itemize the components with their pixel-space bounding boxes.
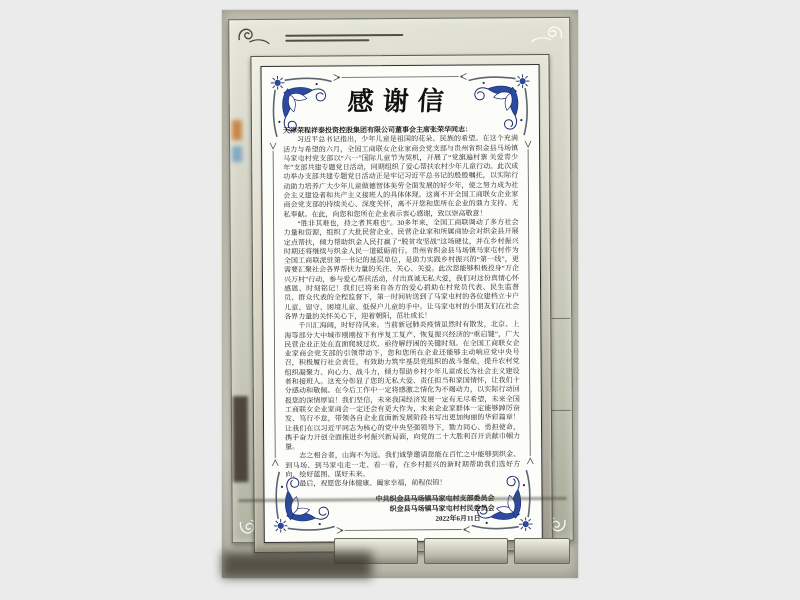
letter-content xyxy=(262,65,542,542)
letter-paragraph: 最后，祝愿您身体健康、阖家幸福，前程似锦！ xyxy=(299,478,447,488)
etched-swirl-icon xyxy=(235,24,275,50)
letter-paragraph: 千川汇海阔，时好待风来。当前新冠肺炎疫情虽然时有散发，北京、上海等部分大中城市刚刚按下有序复工复产、恢复振兴经济的“重启键”，广大民营企业正处在直面爬坡过坎、亟待解纾困的关键时刻。在全国工商联女企业家商会党支部的引领带动下，您和您所在企业还能够主动响应党中央号召，积极履行社会责任，有效助力筑牢基层党组织的战斗堡垒，提升农村党组织凝聚力、向心力、战斗力，倾力帮助乡村少年儿童成长为社会主义建设者和接班人。这充分彰显了您的无私大爱、责任担当和家国情怀，让我们十分感动和敬佩。在今后工作中一定将感激之情化为不竭动力，以实际行动回报您的深情厚谊！我们坚信，未来我国经济发展一定有无尽希望，未来全国工商联女企业家商会一定还会有更大作为，未来企业家群体一定能够踔厉奋发、笃行不怠，带领各自企业直面新发展阶段书写出更加绚丽的华彩篇章！让我们在以习近平同志为核心的党中央坚强领导下，勠力同心、勇担使命，携手奋力开创全面推进乡村振兴新局面，向党的二十大胜利召开贡献巾帼力量。 xyxy=(284,320,521,451)
glass-reflection xyxy=(233,396,249,482)
letter-paragraphs xyxy=(283,134,520,489)
frame-clip xyxy=(424,538,508,564)
letter-paragraph: 志之相合者，山海不为远。我们诚挚邀请您能在百忙之中能够到织金、到马场、到马家屯走一走、看一看，在乡村振兴的新时期帮助我们选好方向、绘好蓝图、谋好未来。 xyxy=(285,450,521,479)
glass-reflection xyxy=(232,146,242,162)
etched-line xyxy=(285,34,403,37)
letter-paper xyxy=(261,64,543,543)
framed-letter-photo xyxy=(222,10,578,578)
letter-salutation: 天津荣程祥泰投资控股集团有限公司董事会主席张荣华同志： xyxy=(282,125,472,135)
metal-bevel-frame xyxy=(250,54,552,553)
tile-reflection-line xyxy=(552,410,571,411)
glass-reflection xyxy=(232,120,242,140)
etched-swirl-icon xyxy=(525,22,565,48)
letter-date: 2022年6月11日 xyxy=(435,514,481,523)
signature-line: 织金县马场镇马家屯村村民委员会 xyxy=(389,503,495,513)
etched-line xyxy=(285,39,369,42)
tile-reflection-line xyxy=(551,318,570,319)
frame-clip xyxy=(514,538,570,564)
frame-shadow xyxy=(222,552,372,578)
letter-title: 感谢信 xyxy=(346,86,454,117)
letter-paragraph: 习近平总书记指出，少年儿童是祖国的花朵、民族的希望。在这个充满活力与希望的六月，全国工商联女企业家商会党支部与贵州省织金县马场镇马家屯村党支部以“六一”国际儿童节为契机，开展了“党旗遍村寨 关爱青少年”支部共建专题党日活动，同期组织了爱心帮扶农村少年儿童行动。此次成功举办支部共建专题党日活动正是牢记习近平总书记的殷殷嘱托，以实际行动助力培养广大少年儿童做德智体美劳全面发展的好少年，使之努力成为社会主义建设者和共产主义接班人的具体体现。这离不开全国工商联女企业家商会党支部的持续关心、深度关怀，离不开您和您所在企业的鼎力支持、无私奉献。在此，向您和您所在企业表示衷心感谢，致以崇高敬意！ xyxy=(283,134,519,219)
letter-body xyxy=(262,125,542,525)
glass-frame xyxy=(228,17,574,543)
letter-paragraph: “胜非其难也，持之者其难也”。30多年来，全国工商联调动了多方社会力量和资源，组织了大批民营企业、民营企业家和所属商协会对织金县开展定点帮扶，倾力帮助织金人民打赢了“脱贫攻坚战”这场硬仗，并在乡村振兴时期还将继续与织金人民一道砥砺前行。贵州省织金县马场镇马家屯村作为全国工商联派驻第一书记的基层单位，是助力实践乡村振兴的“第一线”，更需要汇聚社会各界帮扶力量的关注、关心、关爱。此次您能够积极投身“万企兴万村”行动，参与爱心帮扶活动，付出真诚无私大爱，我们对这份真情心怀感恩、时刻铭记！我们已将来自各方的爱心捐助在村党员代表、民生监督员、群众代表的全程监督下，第一时间转送到了马家屯村的各位建档立卡户儿童、留守、困境儿童、低保户儿童的手中。让马家屯村的小朋友们在社会各界力量的关怀关心下，迎着朝阳，茁壮成长！ xyxy=(283,218,520,321)
signature-block xyxy=(285,493,520,515)
